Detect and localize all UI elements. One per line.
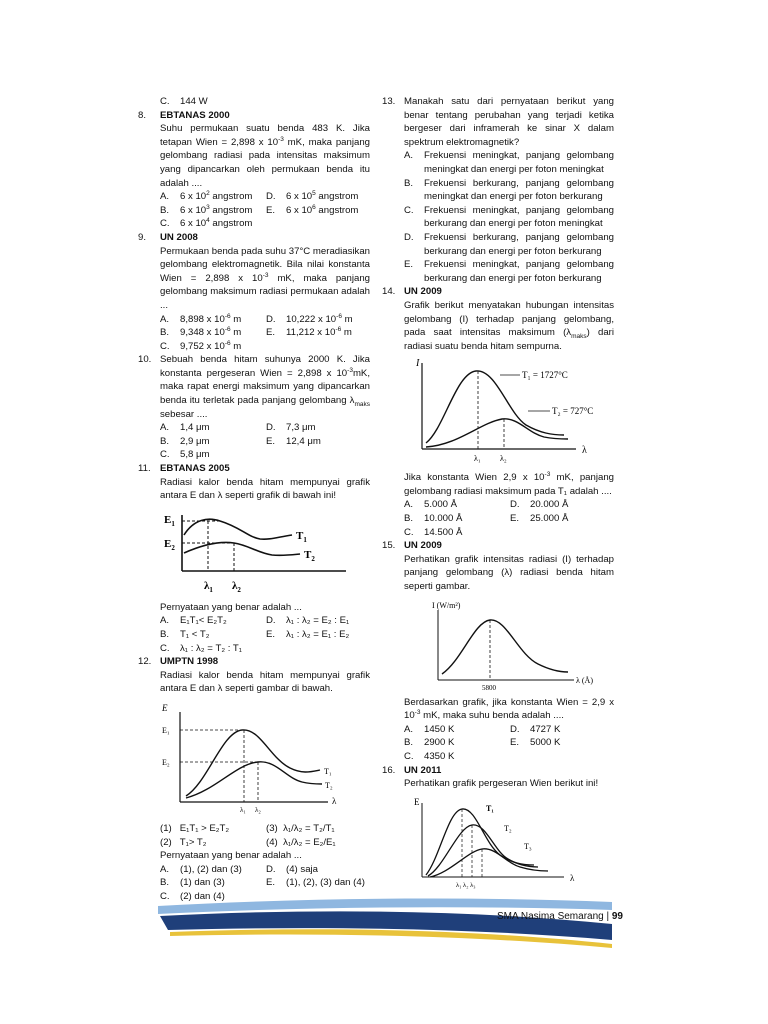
label-e2: $E_2$: [164, 537, 175, 552]
label-t1: T₁ = 1727°C: [522, 370, 568, 381]
statement-4: (4) λ₁/λ₂ = E₂/E₁: [266, 836, 336, 848]
label-lambda1: λ₁: [474, 454, 481, 464]
label-lambda2: $\lambda_2$: [232, 579, 241, 594]
option-b: B. 2,9 μm: [160, 435, 210, 447]
option-c: C. 9,752 x $10^{-6}$ m: [160, 339, 242, 352]
option-a: A. E₁T₁< E₂T₂: [160, 615, 227, 627]
option-e: E. Frekuensi meningkat, panjang gelombang berkurang dan energi per foton berkurang: [404, 259, 614, 284]
option-e: E. 25.000 Å: [510, 513, 569, 525]
option-a: A. 1,4 μm: [160, 422, 210, 434]
option-b: B. (1) dan (3): [160, 877, 225, 889]
label-lambda2: λ₂: [255, 805, 261, 814]
question-ask: Jika konstanta Wien 2,9 x $10^{-3}$ mK, panjang gelombang radiasi maksimum pada T₁ adalah ....: [404, 471, 614, 497]
option-a: A. Frekuensi meningkat, panjang gelombang meningkat dan energi per foton meningkat: [404, 150, 614, 175]
option-b: B. T₁ < T₂: [160, 629, 210, 640]
option-d: D. 6 x $10^5$ angstrom: [266, 189, 359, 203]
option-c: C. λ₁ : λ₂ = T₂ : T₁: [160, 642, 242, 654]
option-a: A. 1450 K: [404, 723, 455, 735]
question-number: 15.: [382, 540, 396, 552]
statement-3: (3) λ₁/λ₂ = T₂/T₁: [266, 822, 335, 834]
option-b: B. Frekuensi berkurang, panjang gelombang meningkat dan energi per foton berkurang: [404, 177, 614, 203]
label-e1: $E_1$: [164, 513, 175, 528]
label-lambda1: λ₁: [240, 805, 246, 814]
option-d: D. (4) saja: [266, 863, 318, 875]
question-number: 11.: [138, 463, 151, 475]
option-d: D. 10,222 x $10^{-6}$ m: [266, 312, 353, 325]
option-c: C. Frekuensi meningkat, panjang gelombang berkurang dan energi per foton meningkat: [404, 204, 614, 230]
label-i: I (W/m²): [432, 600, 461, 610]
option-b: B. 9,348 x $10^{-6}$ m: [160, 325, 242, 339]
question-number: 9.: [138, 231, 147, 243]
question-source: EBTANAS 2000: [160, 109, 230, 121]
question-source: UN 2011: [404, 764, 442, 776]
question-number: 13.: [382, 96, 396, 107]
option-e: E. 12,4 μm: [266, 435, 321, 447]
option-d: D. 4727 K: [510, 723, 561, 735]
label-t3: T₃: [524, 841, 532, 851]
question-stem: Radiasi kalor benda hitam mempunyai grafik antara E dan λ seperti grafik di bawah ini!: [160, 476, 370, 502]
option-d: D. λ₁ : λ₂ = E₂ : E₁: [266, 615, 350, 627]
label-t2: T₂ = 727°C: [552, 406, 594, 417]
footer: [497, 910, 623, 924]
option-b: B. 2900 K: [404, 737, 455, 749]
option-b: B. 6 x $10^3$ angstrom: [160, 203, 253, 216]
option-c: C. 6 x $10^4$ angstrom: [160, 217, 253, 230]
option-a: A. 8,898 x $10^{-6}$ m: [160, 312, 242, 325]
statement-2: (2) T₁> T₂: [160, 836, 207, 848]
question-source: UMPTN 1998: [160, 656, 219, 668]
option-e: E. 11,212 x $10^{-6}$ m: [266, 325, 352, 339]
option-e: E. 5000 K: [510, 737, 561, 749]
option-e: E. λ₁ : λ₂ = E₁ : E₂: [266, 629, 350, 640]
question-ask: Pernyataan yang benar adalah ...: [160, 850, 302, 862]
question-stem: Sebuah benda hitam suhunya 2000 K. Jika konstanta pergeseran Wien = 2,898 x $10^{-3}mK$, maka rapat energi maksimum yang dipancarkan benda itu terletak pada panjang gelombang $\lambda_{maks}$ sebesar ....: [160, 354, 370, 420]
option-d: D. 7,3 μm: [266, 422, 316, 434]
option-d: D. Frekuensi berkurang, panjang gelombang berkurang dan energi per foton berkurang: [404, 231, 614, 257]
label-lambda: λ: [582, 445, 587, 457]
label-i: I: [416, 359, 420, 370]
label-lambda: λ (Å): [576, 675, 593, 685]
question-stem: Perhatikan grafik pergeseran Wien berikut ini!: [404, 778, 599, 790]
label-lambda2: λ₂: [500, 454, 507, 464]
option-b: B. 10.000 Å: [404, 513, 463, 525]
question-stem: Suhu permukaan suatu benda 483 K. Jika tetapan Wien = 2,898 x $10^{-3}$ mK, maka panjang gelombang radiasi pada intensitas maksimum yang dipancarkan oleh permukaan benda itu adalah ....: [160, 123, 370, 189]
option-c: C. (2) dan (4): [160, 890, 225, 902]
label-peak: 5800: [482, 683, 496, 692]
question-number: 14.: [382, 286, 396, 298]
label-t1: $T_1$: [296, 529, 307, 544]
option-c: C. 14.500 Å: [404, 526, 463, 538]
label-lambda: λ: [570, 872, 575, 883]
label-t2: T₂: [504, 823, 512, 833]
question-ask: Berdasarkan grafik, jika konstanta Wien = 2,9 x $10^{-3}$ mK, maka suhu benda adalah ....: [404, 696, 614, 722]
option-e: E. (1), (2), (3) dan (4): [266, 877, 365, 889]
question-ask: Pernyataan yang benar adalah ...: [160, 601, 302, 613]
label-e2: E₂: [162, 757, 170, 767]
option-c: C. 4350 K: [404, 751, 455, 762]
question-stem: Permukaan benda pada suhu 37°C meradiasikan gelombang elektromagnetik. Bila nilai konstanta Wien = 2,898 x $10^{-3}$ mK, maka panjang gelombang maksimum radiasi permukaan adalah ...: [160, 245, 370, 311]
question-source: UN 2008: [160, 231, 198, 243]
question-stem: Radiasi kalor benda hitam mempunyai grafik antara E dan λ seperti gambar di bawah.: [160, 669, 370, 695]
footer-school: SMA Nasima Semarang |: [497, 911, 612, 922]
label-t2: $T_2$: [304, 548, 315, 563]
question-stem: Grafik berikut menyatakan hubungan intensitas gelombang (I) terhadap panjang gelombang, pada saat intensitas maksimum $(\lambda_{maks})$ dari radiasi suatu benda hitam sempurna.: [404, 299, 614, 352]
label-e: E: [414, 796, 420, 807]
label-e: E: [162, 702, 168, 713]
question-number: 10.: [138, 354, 152, 366]
option-d: D. 20.000 Å: [510, 499, 569, 511]
statement-1: (1) E₁T₁ > E₂T₂: [160, 822, 230, 834]
option-a: A. 6 x $10^2$ angstrom: [160, 189, 253, 203]
option-letter: C.: [160, 96, 170, 107]
question-stem: Manakah satu dari pernyataan berikut yang benar tentang perubahan yang terjadi ketika bergeser dari inframerah ke sinar X dalam spektrum elektromagnetik?: [404, 96, 614, 148]
question-stem: Perhatikan grafik intensitas radiasi (I) terhadap panjang gelombang (λ) radiasi benda hitam seperti gambar.: [404, 553, 614, 593]
page-number: 99: [611, 911, 623, 922]
question-source: UN 2009: [404, 286, 442, 298]
label-t1: T₁: [486, 803, 494, 813]
question-number: 8.: [138, 109, 147, 121]
option-a: A. (1), (2) dan (3): [160, 863, 242, 875]
label-t2: T₂: [325, 780, 333, 790]
question-source: UN 2009: [404, 540, 442, 552]
option-text: 144 W: [180, 96, 208, 107]
label-t1: T₁: [324, 766, 332, 776]
option-a: A. 5.000 Å: [404, 499, 458, 511]
question-source: EBTANAS 2005: [160, 463, 230, 475]
question-number: 16.: [382, 764, 396, 776]
label-lambda1: $\lambda_1$: [204, 579, 213, 594]
question-number: 12.: [138, 656, 152, 668]
option-c: C. 5,8 μm: [160, 449, 210, 461]
label-e1: E₁: [162, 725, 170, 735]
label-lambda: λ: [332, 795, 337, 806]
option-e: E. 6 x $10^6$ angstrom: [266, 203, 359, 216]
label-lambdas: λ₁ λ₂ λ₃: [456, 881, 476, 889]
